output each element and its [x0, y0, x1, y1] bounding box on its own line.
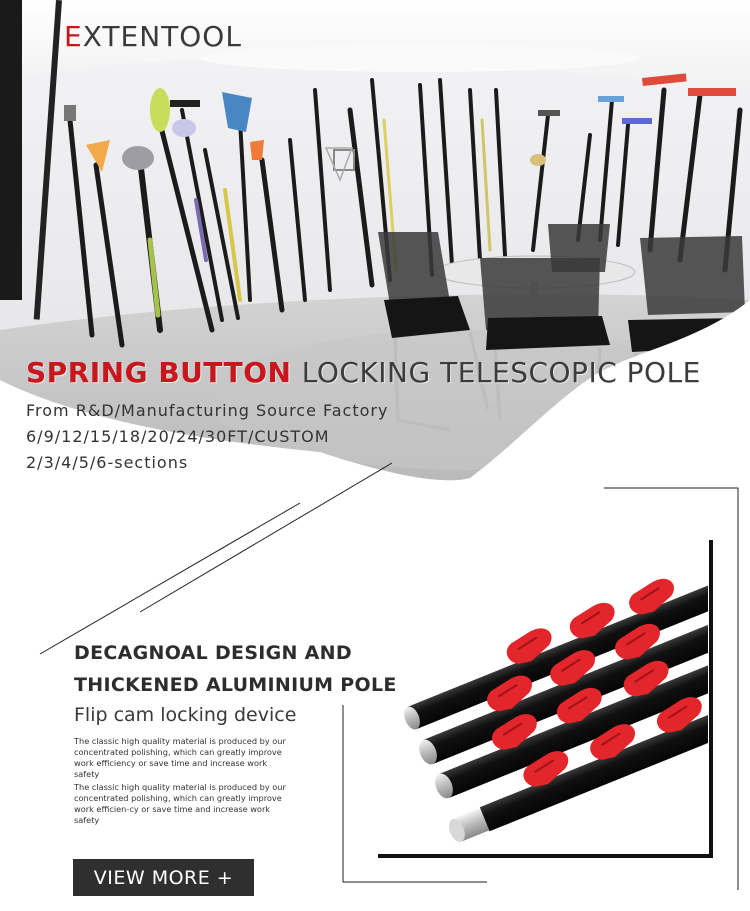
lengths-line: 6/9/12/15/18/20/24/30FT/CUSTOM [26, 427, 330, 446]
feature-description-2: The classic high quality material is produced by our concentrated polishing, which can greatly improve work efficien-cy or save time and increase work safety [74, 782, 286, 825]
brand-logo-rest: XTENTOOL [82, 20, 242, 53]
telescopic-pole-illustration [372, 528, 708, 858]
feature-subtitle: Flip cam locking device [74, 704, 297, 726]
brand-logo-initial: E [64, 20, 83, 53]
headline-rest: LOCKING TELESCOPIC POLE [301, 356, 701, 389]
feature-description-1: The classic high quality material is produced by our concentrated polishing, which can greatly improve work efficiency or save time and increase work safety [74, 736, 286, 779]
feature-title-line-2: THICKENED ALUMINIUM POLE [74, 674, 397, 696]
view-more-button[interactable]: VIEW MORE + [73, 859, 254, 896]
sections-line: 2/3/4/5/6-sections [26, 453, 189, 472]
feature-title-line-1: DECAGNOAL DESIGN AND [74, 642, 352, 664]
source-line: From R&D/Manufacturing Source Factory [26, 401, 389, 420]
headline-highlight: SPRING BUTTON [26, 356, 292, 389]
